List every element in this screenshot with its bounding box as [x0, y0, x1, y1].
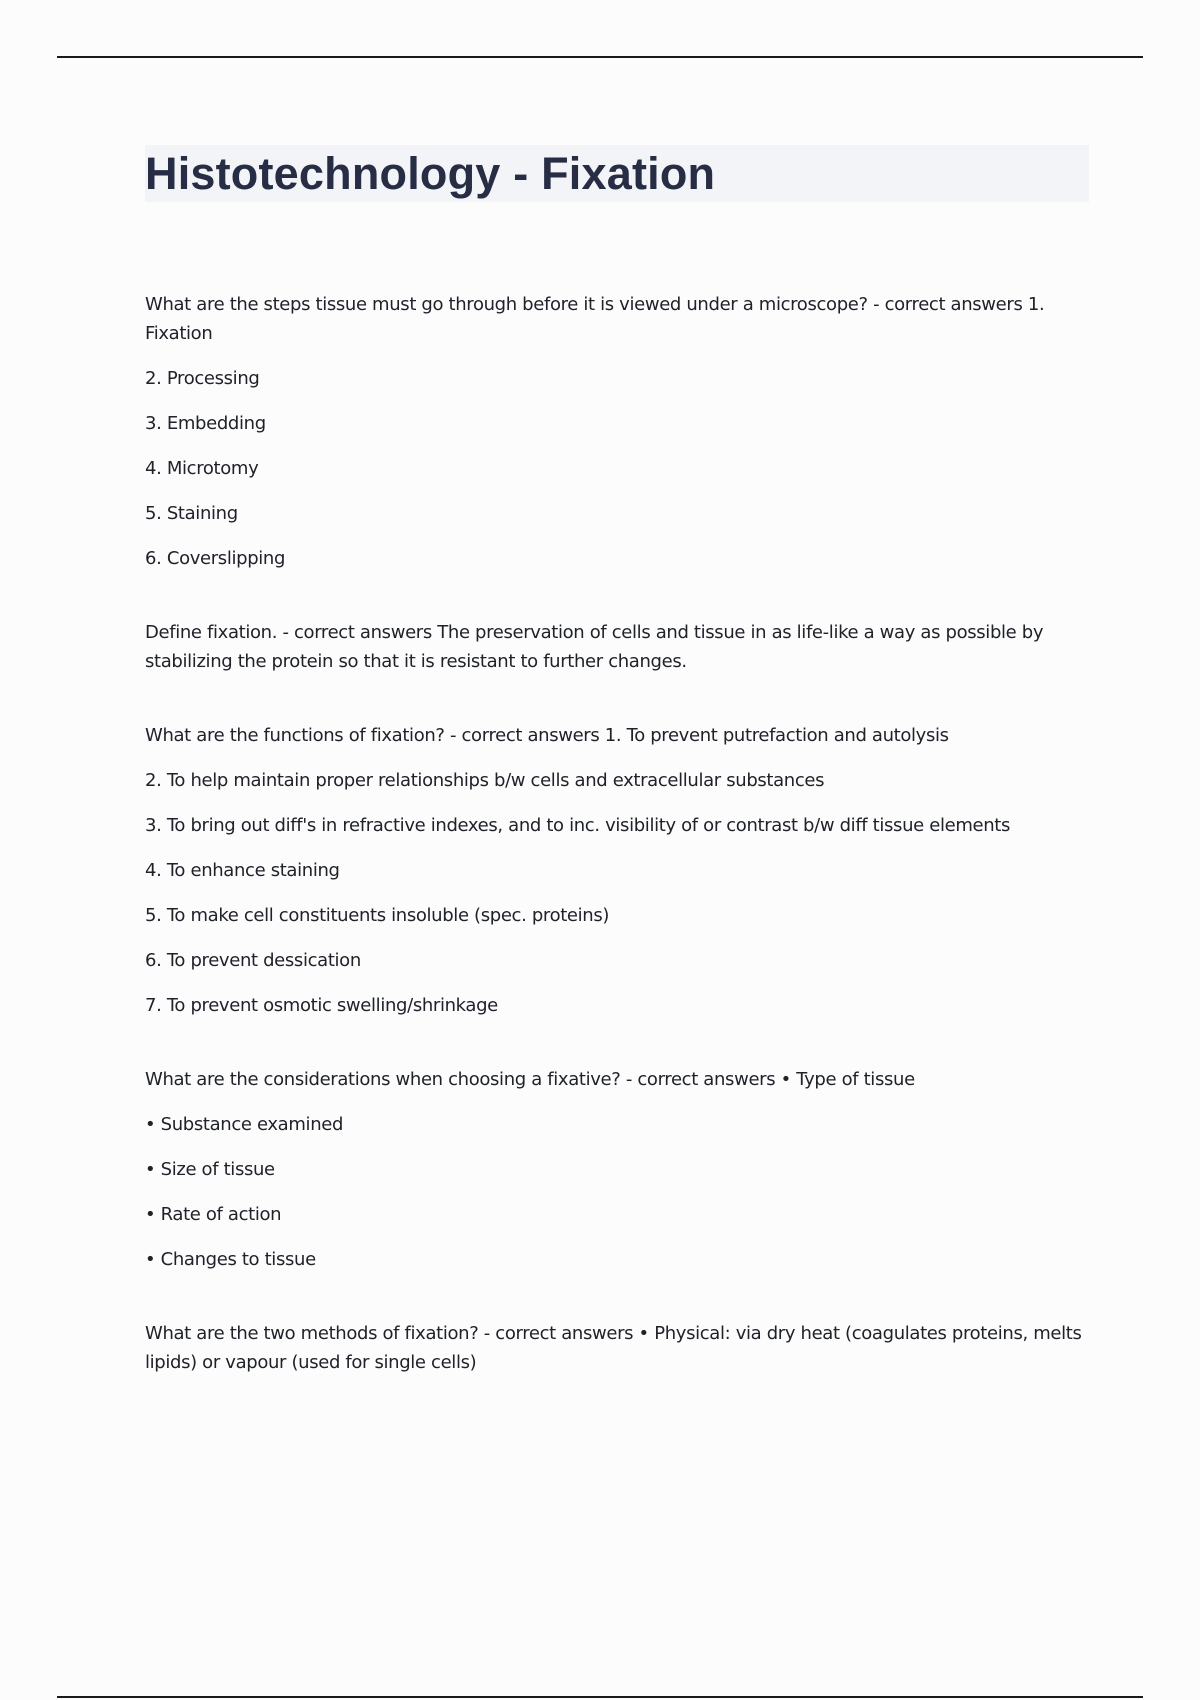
answer-list-item: 5. Staining — [145, 503, 238, 524]
top-rule — [57, 56, 1143, 58]
qa-block-considerations — [145, 1065, 1090, 1274]
document-body — [145, 290, 1090, 1422]
qa-block-definition — [145, 618, 1090, 676]
answer-list-item: 3. To bring out diff's in refractive indexes, and to inc. visibility of or contrast b/w diff tissue elements — [145, 815, 1011, 836]
answer-list-item: • Rate of action — [145, 1204, 282, 1225]
question-paragraph: Define fixation. - correct answers The preservation of cells and tissue in as life-like a way as possible by stabilizing the protein so that it is resistant to further changes. — [145, 622, 1044, 672]
answer-list-item: • Size of tissue — [145, 1159, 275, 1180]
question-paragraph: What are the functions of fixation? - correct answers 1. To prevent putrefaction and autolysis — [145, 725, 949, 746]
question-paragraph: What are the two methods of fixation? - correct answers • Physical: via dry heat (coagulates proteins, melts lipids) or vapour (used for single cells) — [145, 1323, 1082, 1373]
page-title: Histotechnology - Fixation — [145, 148, 716, 199]
answer-list-item: • Substance examined — [145, 1114, 344, 1135]
answer-list-item: • Changes to tissue — [145, 1249, 316, 1270]
answer-list-item: 6. To prevent dessication — [145, 950, 361, 971]
answer-list-item: 6. Coverslipping — [145, 548, 286, 569]
bottom-rule — [57, 1696, 1143, 1698]
qa-block-steps — [145, 290, 1090, 573]
answer-list-item: 4. To enhance staining — [145, 860, 340, 881]
answer-list-item: 2. To help maintain proper relationships b/w cells and extracellular substances — [145, 770, 825, 791]
answer-list-item: 3. Embedding — [145, 413, 266, 434]
qa-block-methods — [145, 1319, 1090, 1377]
qa-block-functions — [145, 721, 1090, 1020]
title-banner — [145, 145, 1089, 202]
answer-list-item: 5. To make cell constituents insoluble (spec. proteins) — [145, 905, 610, 926]
answer-list-item: 2. Processing — [145, 368, 260, 389]
answer-list-item: 4. Microtomy — [145, 458, 259, 479]
question-paragraph: What are the considerations when choosing a fixative? - correct answers • Type of tissue — [145, 1069, 915, 1090]
question-paragraph: What are the steps tissue must go through before it is viewed under a microscope? - correct answers 1. Fixation — [145, 294, 1045, 344]
answer-list-item: 7. To prevent osmotic swelling/shrinkage — [145, 995, 498, 1016]
